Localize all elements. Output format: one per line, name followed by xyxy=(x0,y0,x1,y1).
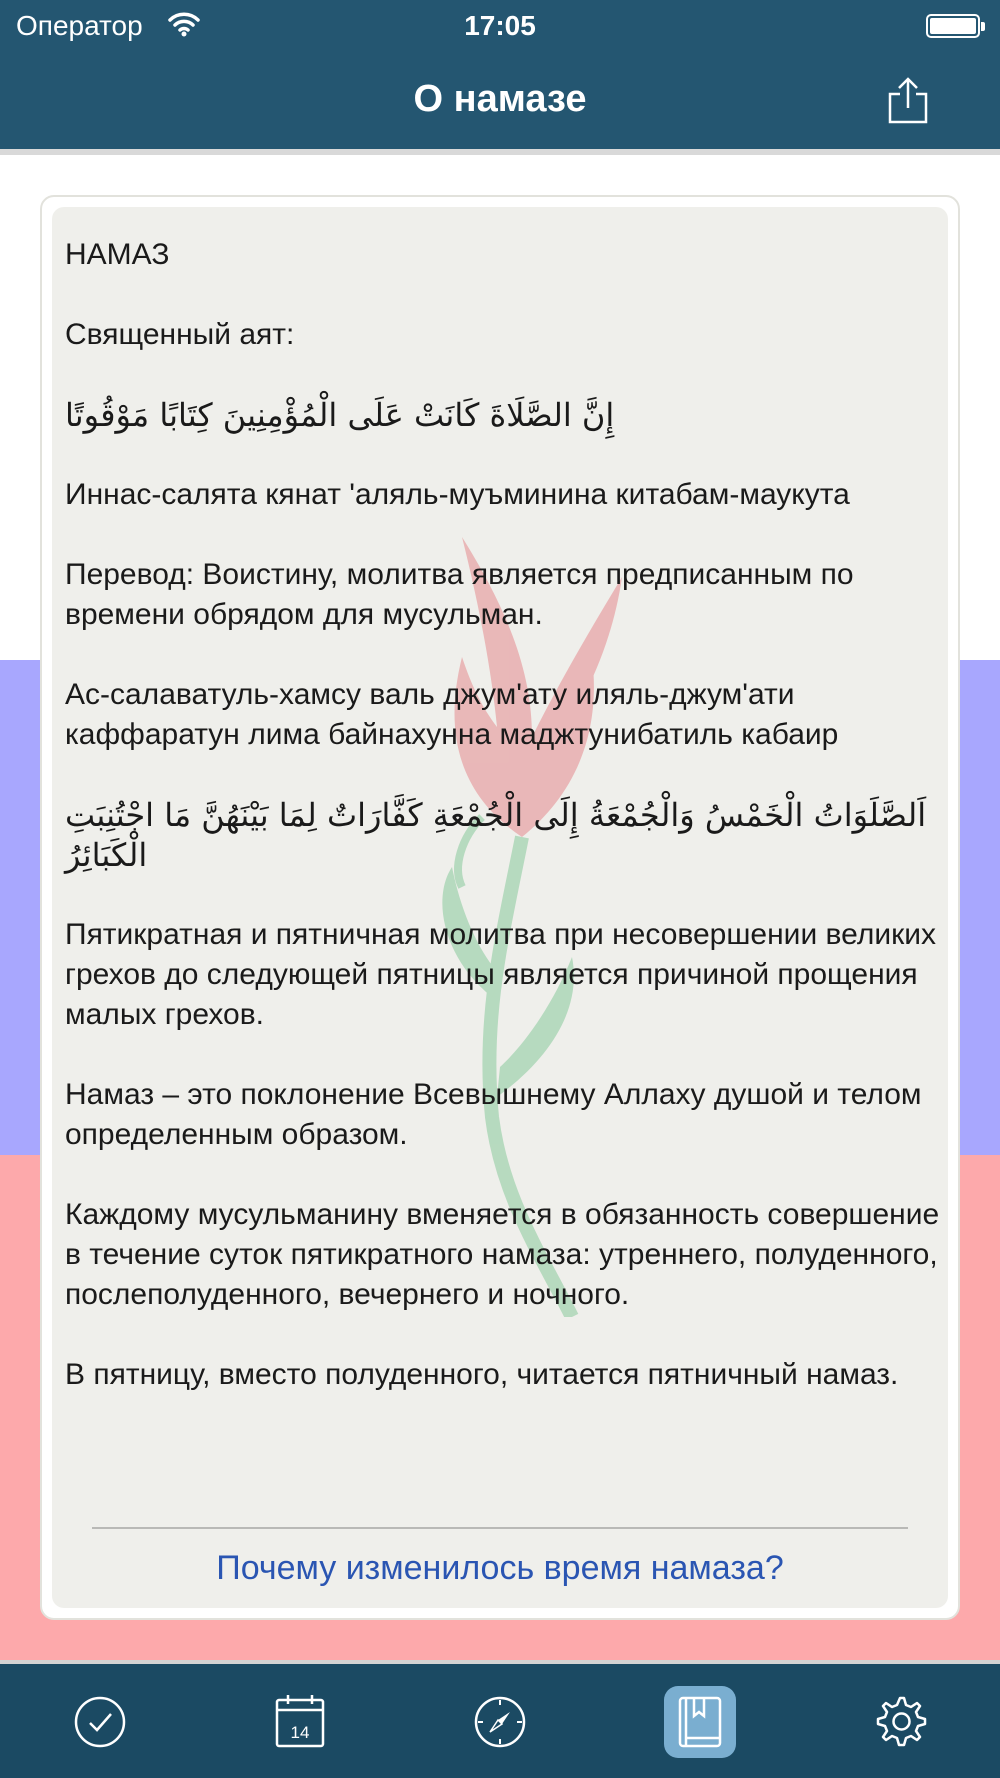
content-card xyxy=(40,195,960,1620)
nav-header xyxy=(0,0,1000,155)
tab-bar xyxy=(0,1660,1000,1778)
paragraph: Каждому мусульманину вменяется в обязанность совершение в течение суток пятикратного намаза: утреннего, полуденного, послеполуденного, вечернего и ночного. xyxy=(65,1198,940,1311)
divider xyxy=(92,1527,908,1529)
paragraph: В пятницу, вместо полуденного, читается пятничный намаз. xyxy=(65,1358,899,1391)
tab-qibla-compass[interactable] xyxy=(464,1686,536,1758)
checkmark-circle-icon xyxy=(64,1686,136,1758)
paragraph: Перевод: Воистину, молитва является предписанным по времени обрядом для мусульман. xyxy=(65,558,854,631)
status-bar xyxy=(0,0,1000,52)
compass-icon xyxy=(464,1686,536,1758)
paragraph: Иннас-салята кянат 'аляль-муъминина китабам-маукута xyxy=(65,478,850,511)
article-heading: НАМАЗ xyxy=(65,238,170,271)
arabic-verse: إِنَّ الصَّلَاةَ كَانَتْ عَلَى الْمُؤْمِنِينَ كِتَابًا مَوْقُوتًا xyxy=(65,396,615,434)
tab-prayer-check[interactable] xyxy=(64,1686,136,1758)
arabic-hadith: اَلصَّلَوَاتُ الْخَمْسُ وَالْجُمْعَةُ إِلَى الْجُمْعَةِ كَفَّارَاتٌ لِمَا بَيْنَهُنَّ مَا اجْتُنِبَتِ الْكَبَائِرُ xyxy=(65,796,927,874)
paragraph: Ас-салаватуль-хамсу валь джум'ату иляль-джум'ати каффаратун лима байнахунна маджтунибатиль кабаир xyxy=(65,678,839,751)
paragraph: Намаз – это поклонение Всевышнему Аллаху душой и телом определенным образом. xyxy=(65,1078,922,1151)
calendar-icon xyxy=(264,1686,336,1758)
tab-settings[interactable] xyxy=(864,1686,936,1758)
carrier-name: Оператор xyxy=(16,10,143,41)
paragraph: Священный аят: xyxy=(65,318,295,351)
content-card-inner xyxy=(52,207,948,1608)
why-time-changed-link[interactable]: Почему изменилось время намаза? xyxy=(216,1549,784,1587)
share-icon[interactable] xyxy=(886,76,930,126)
gear-icon xyxy=(864,1686,936,1758)
article-text xyxy=(65,235,945,1395)
tab-calendar[interactable] xyxy=(264,1686,336,1758)
battery-icon xyxy=(926,14,980,38)
book-icon xyxy=(664,1686,736,1758)
calendar-day-label: 14 xyxy=(290,1723,310,1742)
paragraph: Пятикратная и пятничная молитва при несовершении великих грехов до следующей пятницы является причиной прощения малых грехов. xyxy=(65,918,936,1031)
status-time: 17:05 xyxy=(464,10,536,41)
tab-about-namaz[interactable] xyxy=(664,1686,736,1758)
page-title: О намазе xyxy=(413,78,587,120)
